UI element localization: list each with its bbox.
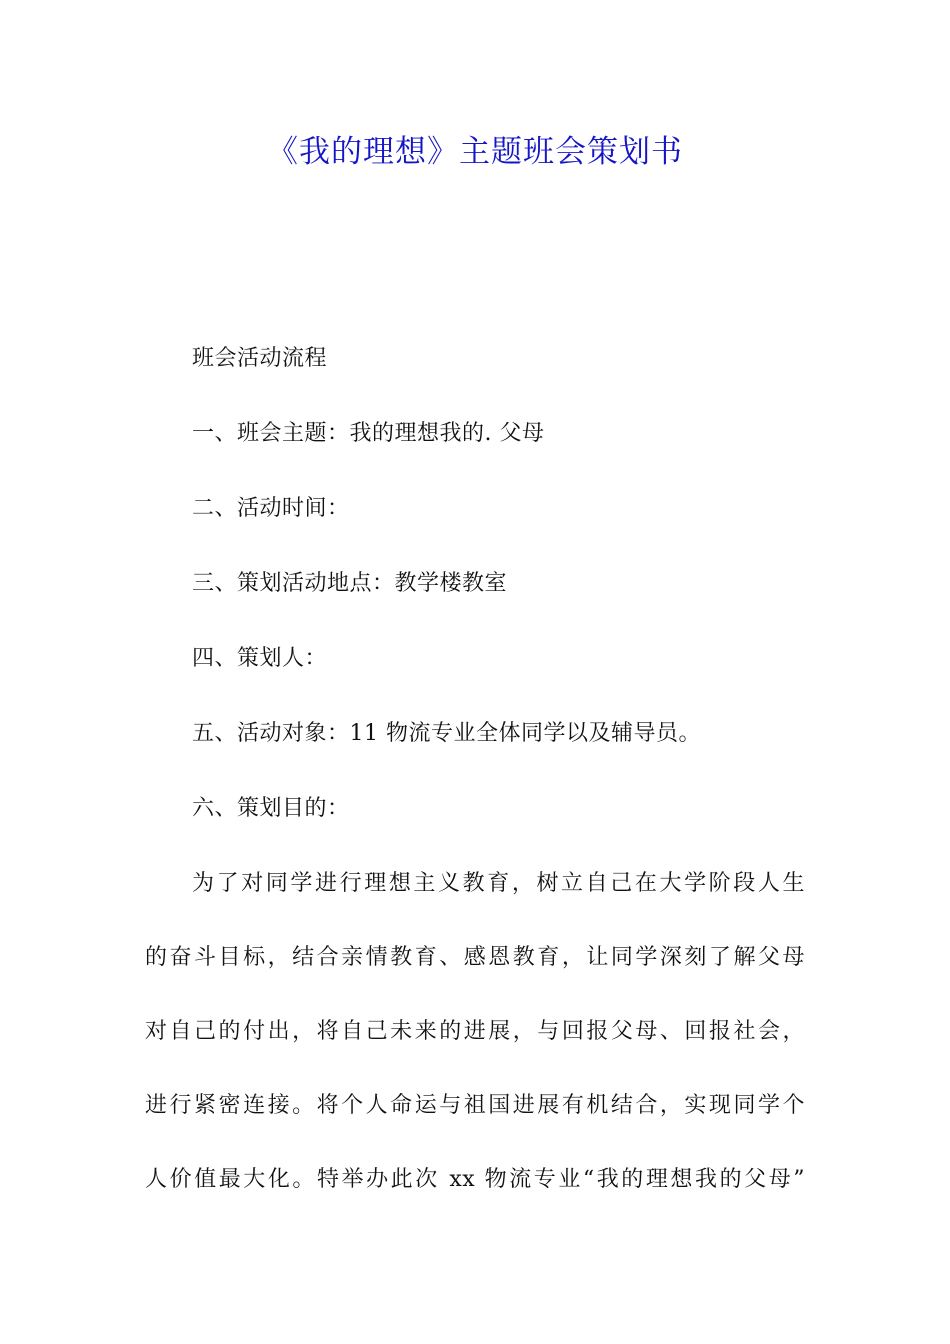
paragraph-line-3: 对自己的付出，将自己未来的进展，与回报父母、回报社会，	[145, 1019, 805, 1044]
section-heading: 班会活动流程	[192, 346, 328, 371]
item-time: 二、活动时间：	[192, 496, 350, 521]
paragraph-line-5: 人价值最大化。特举办此次 xx 物流专业“我的理想我的父母”	[145, 1167, 805, 1192]
item-theme: 一、班会主题：我的理想我的. 父母	[192, 421, 545, 446]
item-audience: 五、活动对象：11 物流专业全体同学以及辅导员。	[192, 721, 701, 746]
item-purpose: 六、策划目的：	[192, 796, 350, 821]
paragraph-line-4: 进行紧密连接。将个人命运与祖国进展有机结合，实现同学个	[145, 1093, 805, 1118]
item-location: 三、策划活动地点：教学楼教室	[192, 571, 508, 596]
item-planner: 四、策划人：	[192, 646, 328, 671]
paragraph-line-2: 的奋斗目标，结合亲情教育、感恩教育，让同学深刻了解父母	[145, 945, 805, 970]
paragraph-line-1: 为了对同学进行理想主义教育，树立自己在大学阶段人生	[192, 871, 805, 896]
document-title: 《我的理想》主题班会策划书	[267, 134, 683, 170]
